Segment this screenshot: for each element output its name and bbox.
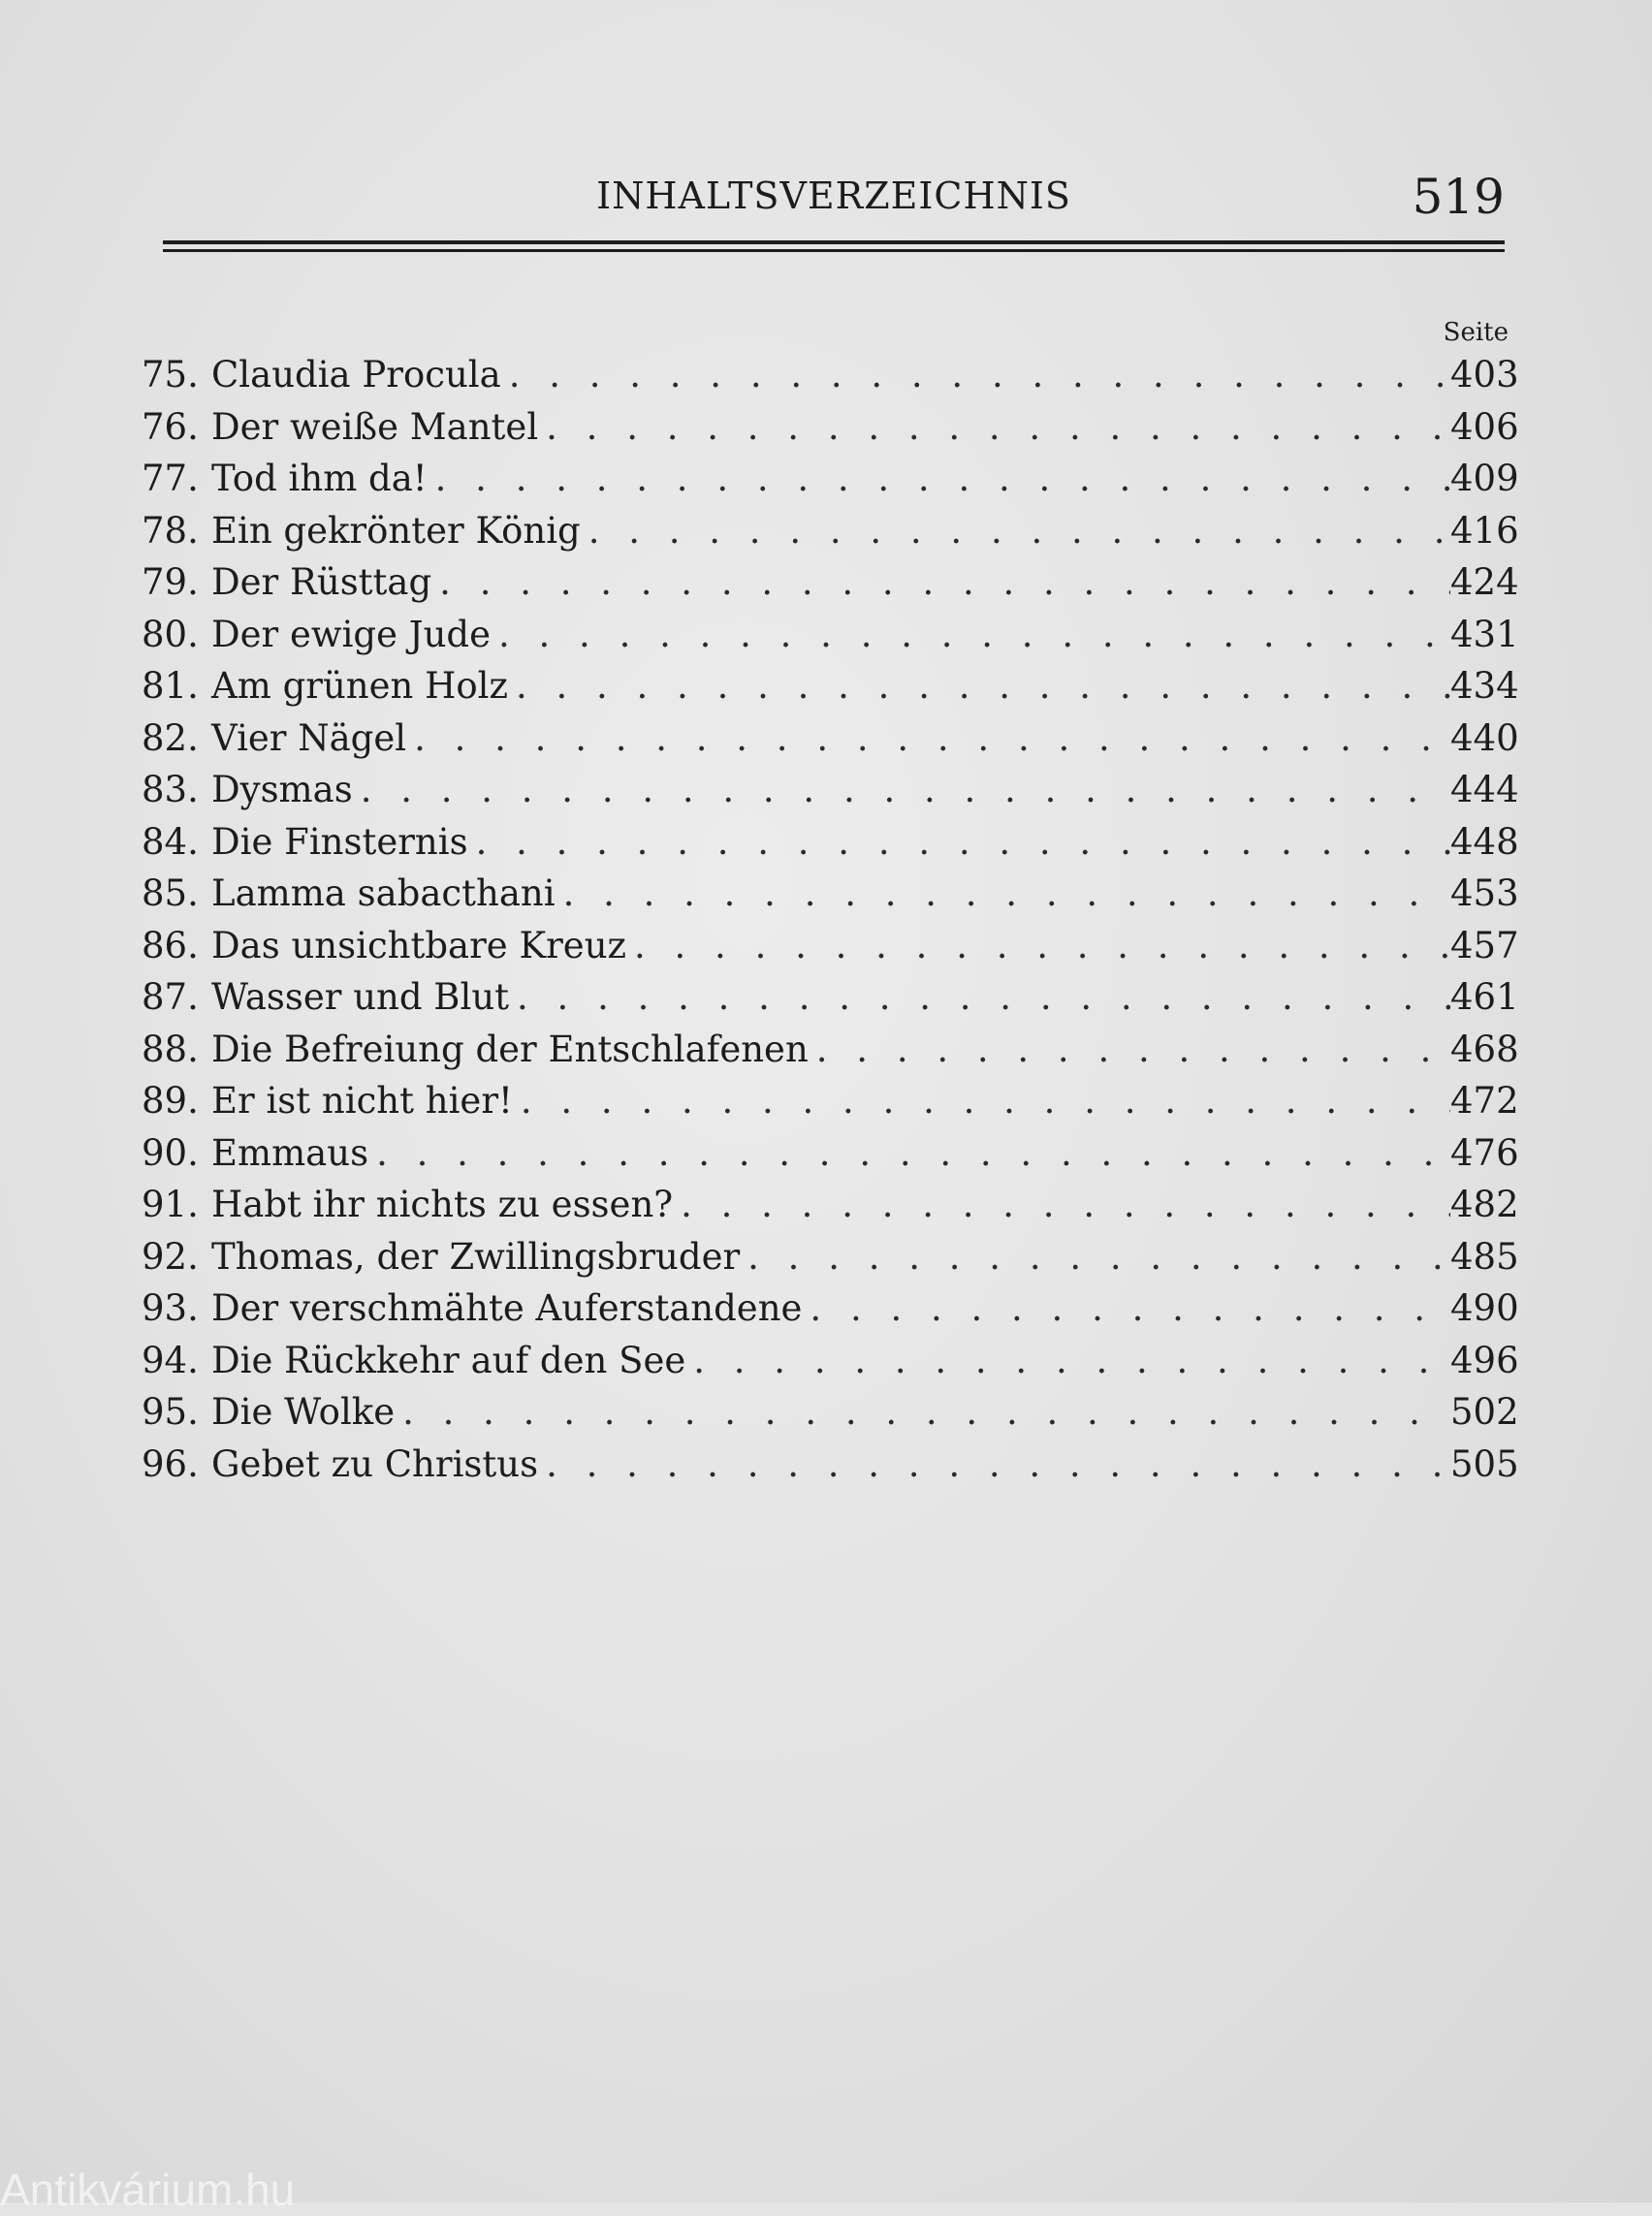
entry-number: 76. (142, 405, 199, 448)
entry-number: 92. (142, 1235, 199, 1278)
entry-number: 94. (142, 1339, 199, 1381)
dot-leader (521, 1075, 1450, 1127)
entry-number: 86. (142, 924, 199, 966)
toc-entry (142, 1386, 1519, 1439)
entry-number: 81. (142, 665, 199, 707)
dot-leader (563, 868, 1450, 920)
toc-entry (142, 1024, 1519, 1076)
toc-entry (142, 1282, 1519, 1335)
page-title: INHALTSVERZEICHNIS (596, 174, 1071, 217)
entry-title: Die Befreiung der Entschlafenen (211, 1028, 809, 1070)
entry-page: 457 (1450, 924, 1519, 966)
entry-page: 406 (1450, 405, 1519, 448)
entry-page: 490 (1450, 1287, 1519, 1329)
entry-number: 87. (142, 976, 199, 1018)
entry-page: 472 (1450, 1080, 1519, 1122)
toc-entry (142, 1179, 1519, 1231)
entry-page: 468 (1450, 1028, 1519, 1070)
entry-title: Habt ihr nichts zu essen? (211, 1184, 674, 1225)
entry-page: 502 (1450, 1391, 1519, 1433)
entry-page: 444 (1450, 769, 1519, 810)
entry-number: 93. (142, 1287, 199, 1329)
entry-number: 89. (142, 1080, 199, 1122)
entry-title: Wasser und Blut (211, 976, 510, 1018)
entry-page: 409 (1450, 458, 1519, 499)
entry-title: Die Wolke (211, 1391, 396, 1433)
entry-title: Der weiße Mantel (211, 405, 539, 448)
entry-title: Der verschmähte Auferstandene (211, 1287, 803, 1329)
toc-entry (142, 868, 1519, 920)
entry-number: 80. (142, 613, 199, 655)
toc-entry (142, 1127, 1519, 1180)
dot-leader (476, 816, 1450, 869)
toc-entry (142, 971, 1519, 1024)
toc-entry (142, 1335, 1519, 1387)
entry-title: Lamma sabacthani (211, 872, 556, 914)
entry-number: 95. (142, 1391, 199, 1433)
entry-page: 403 (1450, 354, 1519, 396)
entry-page: 505 (1450, 1442, 1519, 1485)
entry-page: 482 (1450, 1184, 1519, 1225)
toc-entry (142, 1075, 1519, 1127)
entry-title: Gebet zu Christus (211, 1442, 539, 1485)
dot-leader (634, 920, 1450, 972)
entry-title: Der Rüsttag (211, 561, 432, 603)
entry-title: Ein gekrönter König (211, 509, 581, 552)
entry-title: Der ewige Jude (211, 613, 491, 655)
entry-page: 485 (1450, 1235, 1519, 1278)
entry-page: 424 (1450, 561, 1519, 603)
dot-leader (546, 1439, 1450, 1491)
entry-title: Die Finsternis (211, 820, 468, 863)
entry-title: Tod ihm da! (211, 458, 428, 499)
entry-number: 77. (142, 458, 199, 499)
toc-entry (142, 349, 1519, 401)
toc-entry (142, 920, 1519, 972)
dot-leader (439, 556, 1450, 609)
toc-entry (142, 764, 1519, 816)
dot-leader (681, 1179, 1450, 1231)
entry-title: Emmaus (211, 1131, 369, 1174)
entry-number: 91. (142, 1184, 199, 1225)
header-rule-thick (163, 240, 1505, 244)
toc-entry (142, 1231, 1519, 1283)
dot-leader (376, 1127, 1450, 1180)
entry-number: 84. (142, 820, 199, 863)
dot-leader (546, 401, 1450, 454)
entry-title: Am grünen Holz (211, 665, 508, 707)
entry-page: 431 (1450, 613, 1519, 655)
table-of-contents (142, 349, 1519, 1490)
entry-title: Vier Nägel (211, 716, 407, 759)
dot-leader (402, 1386, 1450, 1439)
entry-number: 88. (142, 1028, 199, 1070)
entry-page: 453 (1450, 872, 1519, 914)
page-number: 519 (1412, 169, 1505, 225)
entry-page: 448 (1450, 820, 1519, 863)
entry-number: 79. (142, 561, 199, 603)
entry-page: 496 (1450, 1339, 1519, 1381)
toc-entry (142, 556, 1519, 609)
dot-leader (693, 1335, 1450, 1387)
entry-title: Thomas, der Zwillingsbruder (211, 1235, 741, 1278)
entry-title: Dysmas (211, 769, 353, 810)
entry-number: 78. (142, 509, 199, 552)
entry-page: 416 (1450, 509, 1519, 552)
dot-leader (435, 453, 1450, 505)
dot-leader (509, 349, 1450, 401)
dot-leader (498, 609, 1450, 661)
page-column-label: Seite (1443, 318, 1509, 347)
entry-page: 476 (1450, 1131, 1519, 1174)
entry-number: 83. (142, 769, 199, 810)
entry-page: 434 (1450, 665, 1519, 707)
running-header (163, 169, 1505, 233)
entry-number: 82. (142, 716, 199, 759)
entry-number: 90. (142, 1131, 199, 1174)
dot-leader (810, 1282, 1450, 1335)
dot-leader (414, 712, 1450, 765)
entry-title: Er ist nicht hier! (211, 1080, 513, 1122)
entry-number: 75. (142, 354, 199, 396)
watermark-text: Antikvárium.hu (0, 2165, 296, 2215)
dot-leader (517, 971, 1450, 1024)
dot-leader (361, 764, 1450, 816)
entry-title: Die Rückkehr auf den See (211, 1339, 686, 1381)
entry-title: Das unsichtbare Kreuz (211, 924, 627, 966)
header-rule-thin (163, 249, 1505, 252)
toc-entry (142, 816, 1519, 869)
dot-leader (516, 660, 1450, 712)
toc-entry (142, 401, 1519, 454)
toc-entry (142, 453, 1519, 505)
entry-page: 461 (1450, 976, 1519, 1018)
dot-leader (588, 505, 1450, 557)
entry-page: 440 (1450, 716, 1519, 759)
toc-entry (142, 609, 1519, 661)
dot-leader (816, 1024, 1450, 1076)
entry-number: 85. (142, 872, 199, 914)
toc-entry (142, 712, 1519, 765)
toc-entry (142, 505, 1519, 557)
entry-number: 96. (142, 1442, 199, 1485)
toc-entry (142, 1439, 1519, 1491)
entry-title: Claudia Procula (211, 354, 501, 396)
toc-entry (142, 660, 1519, 712)
dot-leader (747, 1231, 1450, 1283)
